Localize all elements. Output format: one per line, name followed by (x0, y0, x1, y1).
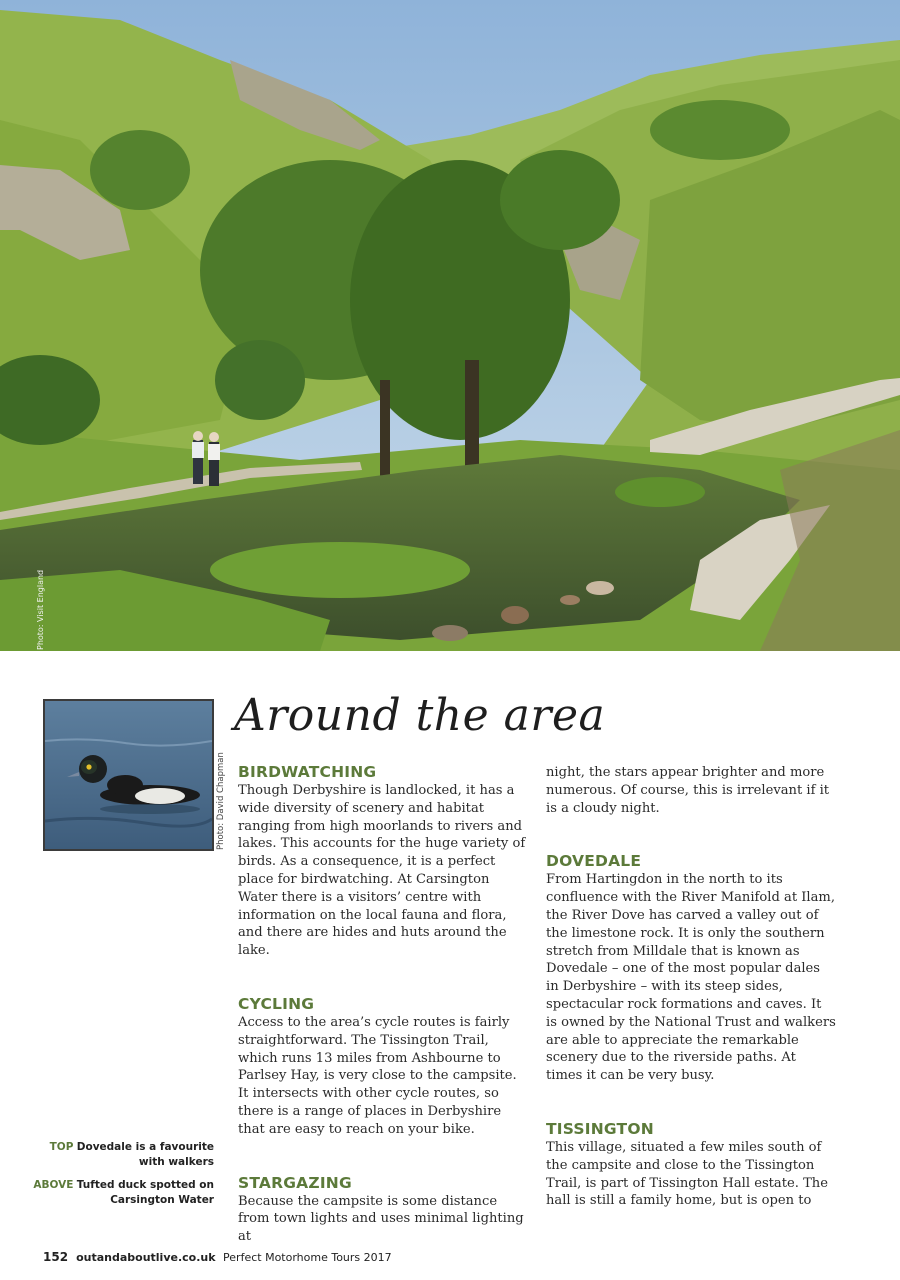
article-column-right (546, 764, 836, 1210)
section-tissington (546, 1119, 836, 1210)
caption-top (30, 1140, 214, 1170)
article-column-left (238, 762, 528, 1246)
section-body: Because the campsite is some distance from town lights and uses minimal lighting at (238, 1193, 524, 1245)
section-body: This village, situated a few miles south of the campsite and close to the Tissington Trail, is part of Tissington Hall estate. The hall is still a family home, but is open to (546, 1139, 828, 1209)
page-title: Around the area (234, 690, 606, 741)
page-number: 152 (43, 1250, 69, 1264)
section-body: From Hartingdon in the north to its confluence with the River Manifold at Ilam, the River Dove has carved a valley out of the limestone rock. It is only the southern stretch from Milldale that is known as Dovedale – one of the most popular dales in Derbyshire – with its steep sides, spectacular rock formations and caves. It is owned by the National Trust and walkers are able to appreciate the remarkable scenery due to the riverside paths. At times it can be very busy. (546, 872, 836, 1084)
section-heading: BIRDWATCHING (238, 763, 377, 781)
photo-captions (30, 1140, 214, 1216)
section-body: night, the stars appear brighter and more numerous. Of course, this is irrelevant if it is a cloudy night. (546, 765, 830, 816)
caption-tag: ABOVE (33, 1179, 74, 1191)
caption-text: Dovedale is a favourite with walkers (76, 1141, 214, 1168)
section-heading: TISSINGTON (546, 1119, 654, 1138)
section-heading: STARGAZING (238, 1173, 352, 1192)
footer-publication: Perfect Motorhome Tours 2017 (223, 1251, 392, 1264)
section-birdwatching (238, 762, 528, 960)
section-body: Access to the area’s cycle routes is fairly straightforward. The Tissington Trail, which runs 13 miles from Ashbourne to Parlsey Hay, is very close to the campsite. It intersects with other cycle routes, so there is a range of places in Derbyshire that are easy to reach on your bike. (238, 1014, 517, 1137)
photo-credit-hero-text: Photo: Visit England (36, 569, 45, 650)
section-stargazing (238, 1173, 528, 1246)
photo-credit-hero (36, 562, 50, 652)
page-footer (43, 1250, 392, 1264)
section-dovedale (546, 851, 836, 1085)
photo-credit-duck-text: Photo: David Chapman (216, 752, 226, 850)
caption-above (30, 1178, 214, 1208)
section-body: Though Derbyshire is landlocked, it has a wide diversity of scenery and habitat ranging from high moorlands to rivers and lakes. This accounts for the huge variety of birds. As a consequence, it is a perfect place for birdwatching. At Carsington Water there is a visitors’ centre with information on the local fauna and flora, and there are hides and huts around the lake. (238, 783, 526, 959)
section-heading: CYCLING (238, 994, 315, 1013)
section-cycling (238, 994, 528, 1139)
section-stargazing-continued (546, 764, 836, 817)
photo-credit-duck (216, 700, 228, 852)
caption-tag: TOP (49, 1141, 74, 1153)
footer-site: outandaboutlive.co.uk (76, 1251, 216, 1264)
section-heading: DOVEDALE (546, 852, 642, 871)
caption-text: Tufted duck spotted on Carsington Water (76, 1179, 214, 1206)
duck-photo (43, 699, 214, 851)
